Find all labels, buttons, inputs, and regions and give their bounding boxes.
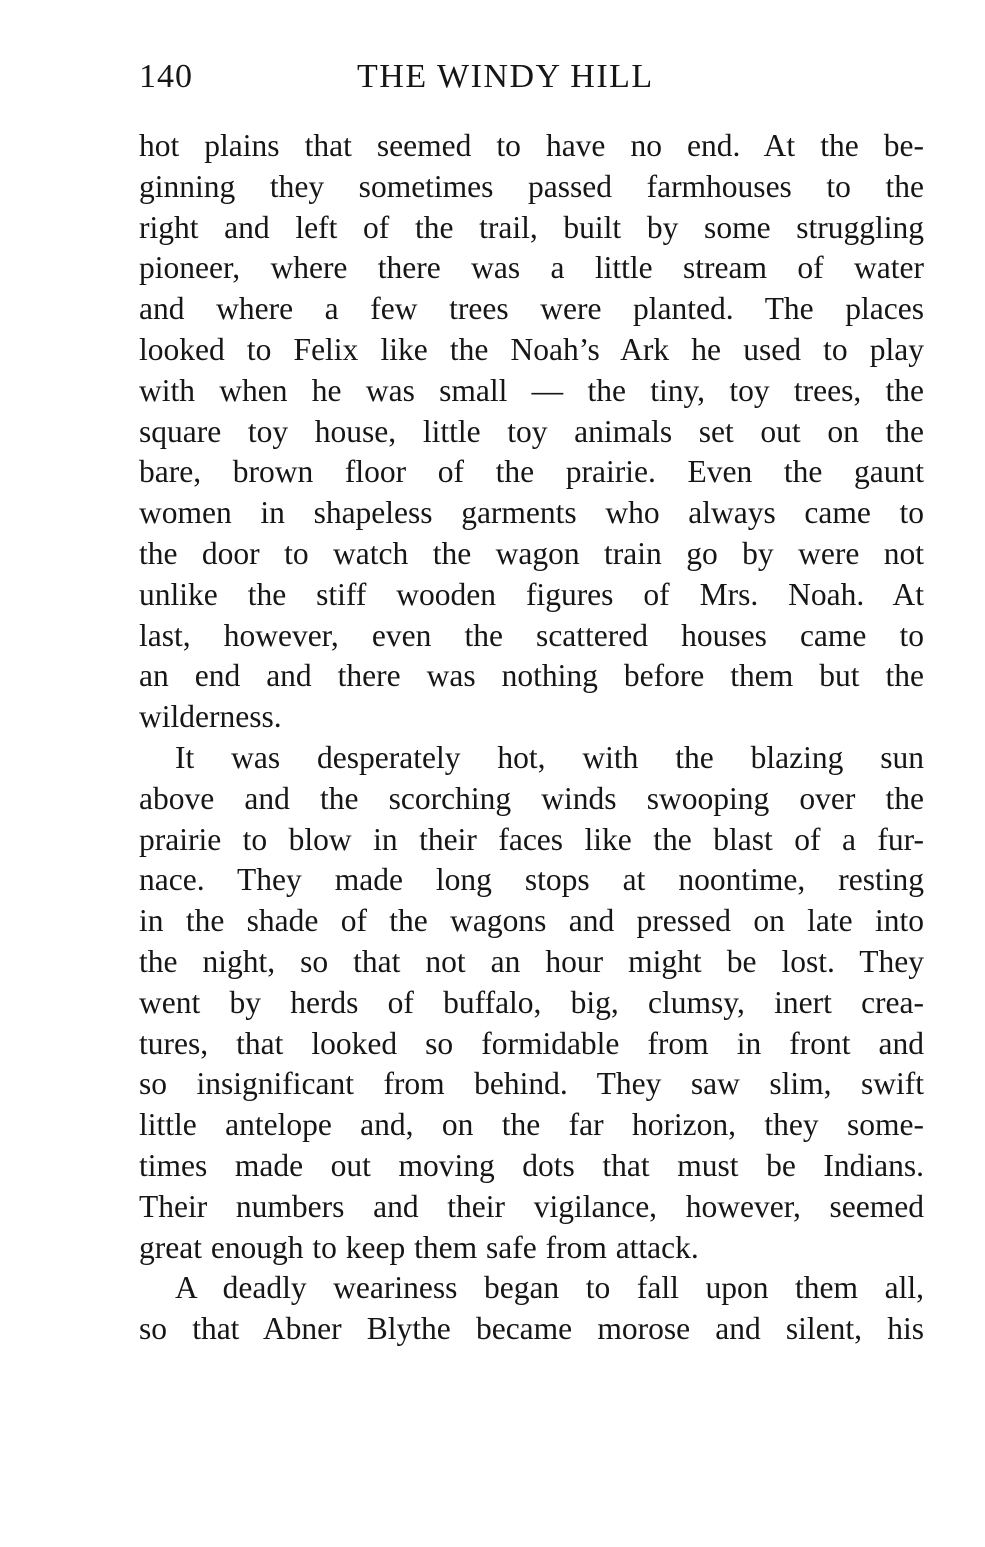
text-line: wilderness. (139, 699, 282, 735)
running-head (139, 52, 924, 102)
text-line: with when he was small — the tiny, toy trees, the (139, 372, 924, 408)
text-line: looked to Felix like the Noah’s Ark he used to play (139, 331, 924, 367)
text-line: It was desperately hot, with the blazing sun (175, 739, 924, 775)
text-line: great enough to keep them safe from attack. (139, 1229, 699, 1265)
text-line: and where a few trees were planted. The places (139, 291, 924, 327)
text-line: above and the scorching winds swooping over the (139, 780, 924, 816)
text-line: unlike the stiff wooden figures of Mrs. Noah. At (139, 576, 924, 612)
text-line: right and left of the trail, built by some struggling (139, 209, 924, 245)
text-line: last, however, even the scattered houses came to (139, 617, 924, 653)
text-line: went by herds of buffalo, big, clumsy, inert crea- (139, 984, 924, 1020)
text-line: the door to watch the wagon train go by were not (139, 535, 924, 571)
running-title: THE WINDY HILL (357, 58, 654, 95)
text-line: square toy house, little toy animals set out on the (139, 413, 924, 449)
text-line: in the shade of the wagons and pressed on late into (139, 903, 924, 939)
text-line: prairie to blow in their faces like the blast of a fur- (139, 821, 924, 857)
text-line: little antelope and, on the far horizon, they some- (139, 1107, 924, 1143)
text-line: so insignificant from behind. They saw slim, swift (139, 1066, 924, 1102)
paragraph (139, 738, 924, 1268)
body-text (139, 126, 924, 1350)
text-line: so that Abner Blythe became morose and silent, his (139, 1311, 924, 1347)
text-line: the night, so that not an hour might be lost. They (139, 943, 924, 979)
text-line: ginning they sometimes passed farmhouses to the (139, 168, 924, 204)
page-number: 140 (139, 58, 193, 95)
text-line: hot plains that seemed to have no end. At the be- (139, 128, 924, 163)
paragraph (139, 1268, 924, 1350)
text-line: times made out moving dots that must be Indians. (139, 1147, 924, 1183)
text-line: pioneer, where there was a little stream of water (139, 250, 924, 286)
text-line: bare, brown floor of the prairie. Even the gaunt (139, 454, 924, 490)
text-line: Their numbers and their vigilance, however, seemed (139, 1188, 924, 1224)
text-line: women in shapeless garments who always came to (139, 495, 924, 531)
text-line: tures, that looked so formidable from in front and (139, 1025, 924, 1061)
text-line: nace. They made long stops at noontime, resting (139, 862, 924, 898)
paragraph (139, 126, 924, 738)
text-line: an end and there was nothing before them but the (139, 658, 924, 694)
text-line: A deadly weariness began to fall upon them all, (175, 1270, 924, 1306)
